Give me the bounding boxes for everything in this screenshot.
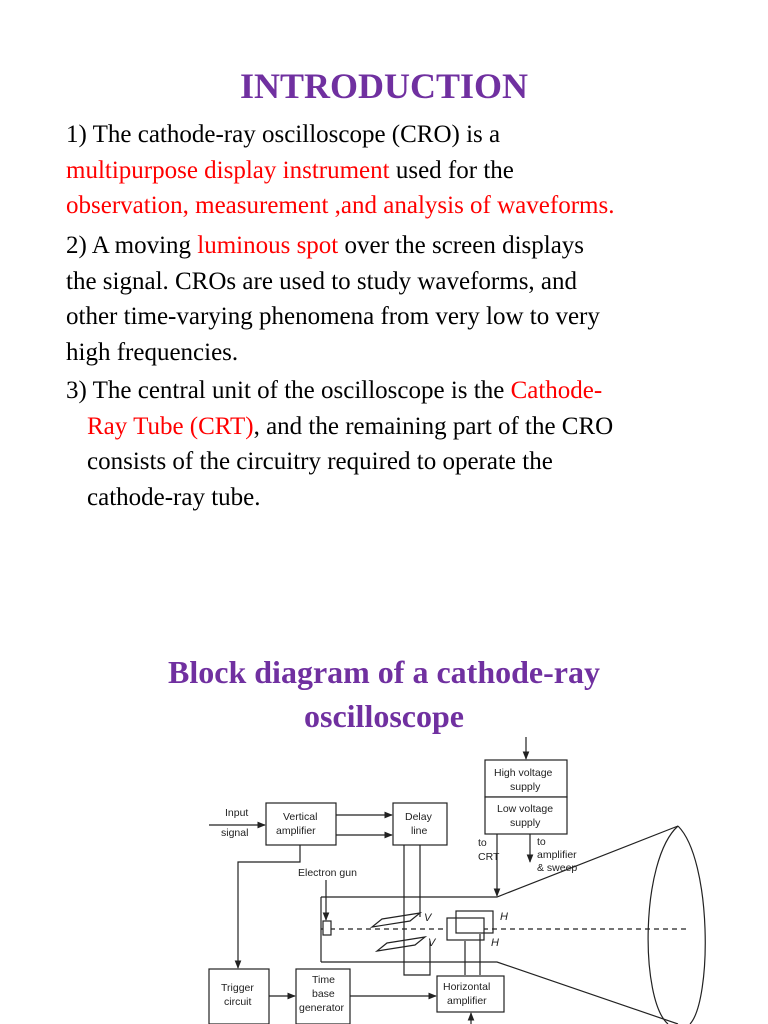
label-electron-gun: Electron gun — [298, 867, 357, 879]
label-to-amp-2: amplifier — [537, 849, 577, 861]
paragraph-2-line-1-start: 2) A moving — [66, 232, 198, 259]
highlight-ray-tube-crt: Ray Tube (CRT) — [87, 412, 254, 440]
label-to-crt-2: CRT — [478, 851, 500, 863]
paragraph-3-line-4: cathode-ray tube. — [87, 483, 261, 511]
label-delay: Delay — [405, 811, 432, 823]
label-h-top: H — [500, 911, 508, 923]
block-diagram-heading-line-1: Block diagram of a cathode-ray — [168, 654, 600, 690]
label-circuit: circuit — [224, 996, 252, 1008]
label-hv-supply: supply — [510, 781, 541, 793]
paragraph-3-line-3: consists of the circuitry required to operate the — [87, 448, 553, 475]
crt-screen — [648, 826, 678, 1024]
label-horizontal-amplifier: amplifier — [447, 995, 487, 1007]
highlight-luminous-spot: luminous spot — [197, 232, 339, 259]
h-plate-block — [447, 918, 484, 940]
introduction-heading: INTRODUCTION — [239, 66, 529, 106]
delay-line-block — [393, 803, 447, 845]
label-to-crt-1: to — [478, 837, 487, 849]
paragraph-1-line-1: 1) The cathode-ray oscilloscope (CRO) is a — [66, 121, 501, 148]
paragraph-1-line-3-highlight: observation, measurement ,and analysis of waveforms. — [66, 192, 615, 219]
paragraph-1-line-2-rest: used for the — [389, 156, 514, 184]
vertical-amplifier-block — [266, 803, 336, 845]
v-plate-bottom — [377, 937, 425, 951]
v-plate-top — [372, 913, 420, 927]
label-low-voltage: Low voltage — [497, 803, 554, 815]
label-time: Time — [312, 974, 335, 986]
vert-to-trigger — [238, 845, 300, 968]
label-trigger: Trigger — [221, 982, 254, 994]
label-h-bottom: H — [491, 937, 499, 949]
label-signal: signal — [221, 827, 249, 839]
paragraph-3-line-1-start: 3) The central unit of the oscilloscope is the — [66, 377, 511, 404]
highlight-multipurpose: multipurpose display instrument — [66, 156, 390, 184]
paragraph-2-line-1-end: over the screen displays — [338, 232, 585, 259]
paragraph-2-line-2: the signal. CROs are used to study waveforms, and — [66, 267, 578, 295]
label-high-voltage: High voltage — [494, 767, 553, 779]
label-v-bottom: V — [428, 937, 436, 949]
label-horizontal: Horizontal — [443, 981, 491, 993]
label-line: line — [411, 825, 428, 837]
paragraph-2-line-3: other time-varying phenomena from very low to very — [66, 303, 600, 330]
crt-screen-outer — [678, 826, 705, 1024]
label-generator: generator — [299, 1002, 344, 1014]
label-vertical: Vertical — [283, 811, 318, 823]
label-to-amp-3: & sweep — [537, 862, 578, 874]
delay-to-vplate-lower — [404, 845, 430, 975]
label-input: Input — [225, 807, 249, 819]
electron-gun-element — [323, 921, 331, 935]
block-diagram-heading-line-2: oscilloscope — [304, 698, 464, 734]
label-lv-supply: supply — [510, 817, 541, 829]
label-v-top: V — [424, 912, 432, 924]
label-to-amp-1: to — [537, 836, 546, 848]
paragraph-3-line-2-rest: , and the remaining part of the CRO — [253, 412, 614, 440]
label-base: base — [312, 988, 335, 1000]
highlight-cathode: Cathode- — [510, 377, 603, 404]
paragraph-2-line-4: high frequencies. — [66, 338, 239, 366]
label-amplifier: amplifier — [276, 825, 316, 837]
